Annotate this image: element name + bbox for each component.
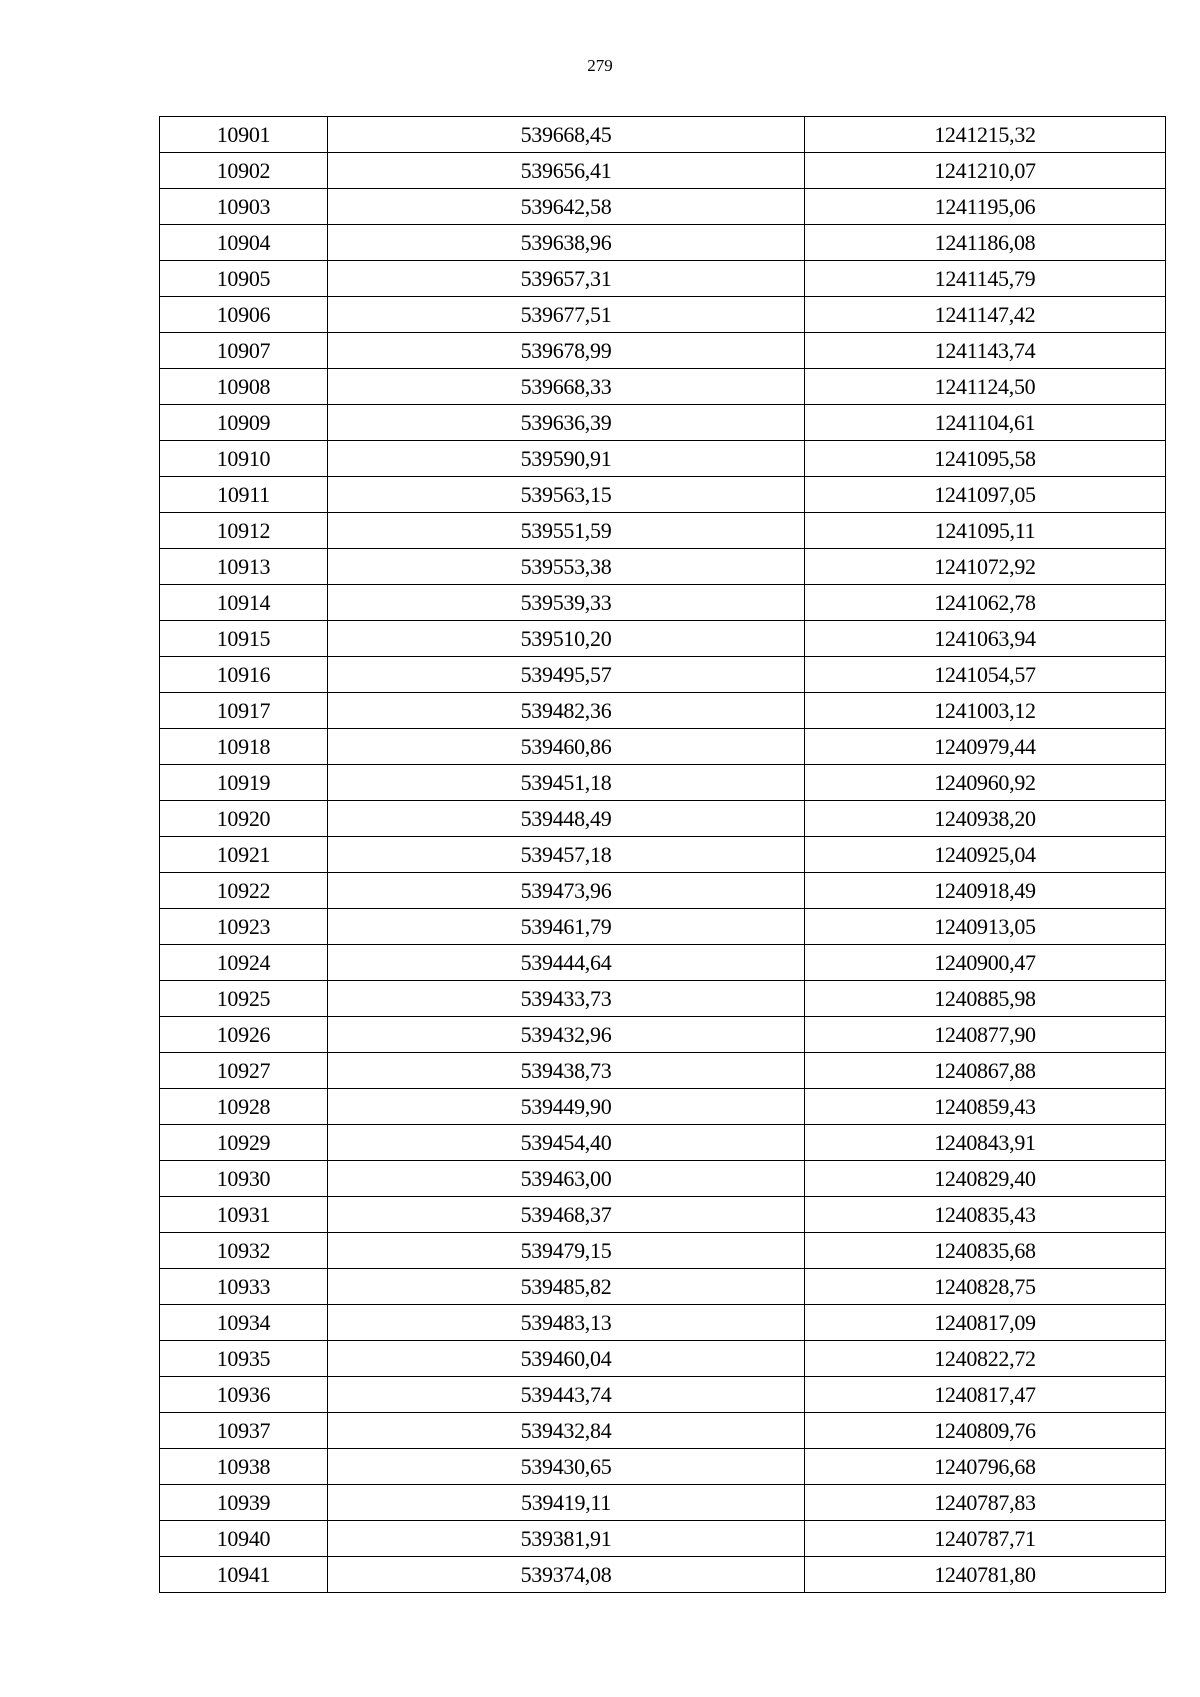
point-number-cell: 10938 xyxy=(160,1449,328,1485)
x-coordinate-cell: 539454,40 xyxy=(328,1125,805,1161)
y-coordinate-cell: 1240843,91 xyxy=(805,1125,1166,1161)
table-row xyxy=(160,621,1166,657)
y-coordinate-cell: 1241143,74 xyxy=(805,333,1166,369)
y-coordinate-cell: 1240960,92 xyxy=(805,765,1166,801)
point-number-cell: 10902 xyxy=(160,153,328,189)
x-coordinate-cell: 539457,18 xyxy=(328,837,805,873)
point-number-cell: 10914 xyxy=(160,585,328,621)
table-row xyxy=(160,1017,1166,1053)
y-coordinate-cell: 1241063,94 xyxy=(805,621,1166,657)
y-coordinate-cell: 1241215,32 xyxy=(805,117,1166,153)
table-row xyxy=(160,1557,1166,1593)
x-coordinate-cell: 539461,79 xyxy=(328,909,805,945)
table-row xyxy=(160,1305,1166,1341)
x-coordinate-cell: 539638,96 xyxy=(328,225,805,261)
point-number-cell: 10909 xyxy=(160,405,328,441)
x-coordinate-cell: 539438,73 xyxy=(328,1053,805,1089)
point-number-cell: 10941 xyxy=(160,1557,328,1593)
point-number-cell: 10915 xyxy=(160,621,328,657)
table-row xyxy=(160,801,1166,837)
y-coordinate-cell: 1241095,11 xyxy=(805,513,1166,549)
point-number-cell: 10926 xyxy=(160,1017,328,1053)
table-row xyxy=(160,189,1166,225)
y-coordinate-cell: 1240979,44 xyxy=(805,729,1166,765)
point-number-cell: 10912 xyxy=(160,513,328,549)
y-coordinate-cell: 1241195,06 xyxy=(805,189,1166,225)
y-coordinate-cell: 1240900,47 xyxy=(805,945,1166,981)
y-coordinate-cell: 1241145,79 xyxy=(805,261,1166,297)
x-coordinate-cell: 539678,99 xyxy=(328,333,805,369)
y-coordinate-cell: 1240885,98 xyxy=(805,981,1166,1017)
x-coordinate-cell: 539642,58 xyxy=(328,189,805,225)
x-coordinate-cell: 539432,96 xyxy=(328,1017,805,1053)
table-row xyxy=(160,549,1166,585)
x-coordinate-cell: 539636,39 xyxy=(328,405,805,441)
table-row xyxy=(160,945,1166,981)
point-number-cell: 10937 xyxy=(160,1413,328,1449)
y-coordinate-cell: 1240809,76 xyxy=(805,1413,1166,1449)
x-coordinate-cell: 539482,36 xyxy=(328,693,805,729)
table-row xyxy=(160,729,1166,765)
point-number-cell: 10917 xyxy=(160,693,328,729)
table-row xyxy=(160,1233,1166,1269)
page-number: 279 xyxy=(587,56,613,75)
point-number-cell: 10936 xyxy=(160,1377,328,1413)
table-row xyxy=(160,297,1166,333)
point-number-cell: 10939 xyxy=(160,1485,328,1521)
table-row xyxy=(160,1269,1166,1305)
x-coordinate-cell: 539460,04 xyxy=(328,1341,805,1377)
y-coordinate-cell: 1240817,09 xyxy=(805,1305,1166,1341)
x-coordinate-cell: 539433,73 xyxy=(328,981,805,1017)
y-coordinate-cell: 1241210,07 xyxy=(805,153,1166,189)
x-coordinate-cell: 539668,45 xyxy=(328,117,805,153)
table-row xyxy=(160,1413,1166,1449)
x-coordinate-cell: 539451,18 xyxy=(328,765,805,801)
y-coordinate-cell: 1240828,75 xyxy=(805,1269,1166,1305)
x-coordinate-cell: 539563,15 xyxy=(328,477,805,513)
table-row xyxy=(160,1341,1166,1377)
x-coordinate-cell: 539473,96 xyxy=(328,873,805,909)
x-coordinate-cell: 539449,90 xyxy=(328,1089,805,1125)
point-number-cell: 10929 xyxy=(160,1125,328,1161)
y-coordinate-cell: 1240787,71 xyxy=(805,1521,1166,1557)
x-coordinate-cell: 539468,37 xyxy=(328,1197,805,1233)
point-number-cell: 10910 xyxy=(160,441,328,477)
y-coordinate-cell: 1240867,88 xyxy=(805,1053,1166,1089)
table-row xyxy=(160,981,1166,1017)
table-row xyxy=(160,513,1166,549)
point-number-cell: 10903 xyxy=(160,189,328,225)
point-number-cell: 10918 xyxy=(160,729,328,765)
y-coordinate-cell: 1241003,12 xyxy=(805,693,1166,729)
y-coordinate-cell: 1240817,47 xyxy=(805,1377,1166,1413)
x-coordinate-cell: 539483,13 xyxy=(328,1305,805,1341)
table-row xyxy=(160,261,1166,297)
y-coordinate-cell: 1241104,61 xyxy=(805,405,1166,441)
table-row xyxy=(160,369,1166,405)
y-coordinate-cell: 1240829,40 xyxy=(805,1161,1166,1197)
table-row xyxy=(160,333,1166,369)
point-number-cell: 10921 xyxy=(160,837,328,873)
y-coordinate-cell: 1241072,92 xyxy=(805,549,1166,585)
table-row xyxy=(160,1089,1166,1125)
x-coordinate-cell: 539479,15 xyxy=(328,1233,805,1269)
point-number-cell: 10908 xyxy=(160,369,328,405)
point-number-cell: 10931 xyxy=(160,1197,328,1233)
y-coordinate-cell: 1240859,43 xyxy=(805,1089,1166,1125)
x-coordinate-cell: 539656,41 xyxy=(328,153,805,189)
y-coordinate-cell: 1241124,50 xyxy=(805,369,1166,405)
table-row xyxy=(160,1449,1166,1485)
x-coordinate-cell: 539510,20 xyxy=(328,621,805,657)
x-coordinate-cell: 539443,74 xyxy=(328,1377,805,1413)
table-row xyxy=(160,1485,1166,1521)
point-number-cell: 10928 xyxy=(160,1089,328,1125)
y-coordinate-cell: 1240781,80 xyxy=(805,1557,1166,1593)
point-number-cell: 10930 xyxy=(160,1161,328,1197)
table-row xyxy=(160,1197,1166,1233)
point-number-cell: 10901 xyxy=(160,117,328,153)
table-row xyxy=(160,1521,1166,1557)
x-coordinate-cell: 539590,91 xyxy=(328,441,805,477)
table-row xyxy=(160,225,1166,261)
table-row xyxy=(160,441,1166,477)
table-row xyxy=(160,477,1166,513)
y-coordinate-cell: 1240787,83 xyxy=(805,1485,1166,1521)
table-row xyxy=(160,1161,1166,1197)
table-row xyxy=(160,153,1166,189)
x-coordinate-cell: 539668,33 xyxy=(328,369,805,405)
x-coordinate-cell: 539553,38 xyxy=(328,549,805,585)
table-row xyxy=(160,405,1166,441)
point-number-cell: 10920 xyxy=(160,801,328,837)
y-coordinate-cell: 1241147,42 xyxy=(805,297,1166,333)
coordinates-table-body xyxy=(160,117,1166,1593)
y-coordinate-cell: 1241097,05 xyxy=(805,477,1166,513)
x-coordinate-cell: 539448,49 xyxy=(328,801,805,837)
x-coordinate-cell: 539460,86 xyxy=(328,729,805,765)
y-coordinate-cell: 1240913,05 xyxy=(805,909,1166,945)
table-row xyxy=(160,117,1166,153)
x-coordinate-cell: 539444,64 xyxy=(328,945,805,981)
y-coordinate-cell: 1240835,68 xyxy=(805,1233,1166,1269)
x-coordinate-cell: 539657,31 xyxy=(328,261,805,297)
point-number-cell: 10916 xyxy=(160,657,328,693)
y-coordinate-cell: 1240822,72 xyxy=(805,1341,1166,1377)
y-coordinate-cell: 1240835,43 xyxy=(805,1197,1166,1233)
point-number-cell: 10911 xyxy=(160,477,328,513)
y-coordinate-cell: 1240938,20 xyxy=(805,801,1166,837)
y-coordinate-cell: 1241062,78 xyxy=(805,585,1166,621)
point-number-cell: 10919 xyxy=(160,765,328,801)
table-row xyxy=(160,873,1166,909)
x-coordinate-cell: 539374,08 xyxy=(328,1557,805,1593)
y-coordinate-cell: 1241095,58 xyxy=(805,441,1166,477)
point-number-cell: 10925 xyxy=(160,981,328,1017)
table-row xyxy=(160,765,1166,801)
table-row xyxy=(160,909,1166,945)
point-number-cell: 10905 xyxy=(160,261,328,297)
point-number-cell: 10933 xyxy=(160,1269,328,1305)
point-number-cell: 10922 xyxy=(160,873,328,909)
table-row xyxy=(160,693,1166,729)
point-number-cell: 10927 xyxy=(160,1053,328,1089)
x-coordinate-cell: 539419,11 xyxy=(328,1485,805,1521)
point-number-cell: 10940 xyxy=(160,1521,328,1557)
y-coordinate-cell: 1241054,57 xyxy=(805,657,1166,693)
table-row xyxy=(160,1125,1166,1161)
point-number-cell: 10932 xyxy=(160,1233,328,1269)
y-coordinate-cell: 1240877,90 xyxy=(805,1017,1166,1053)
x-coordinate-cell: 539677,51 xyxy=(328,297,805,333)
x-coordinate-cell: 539495,57 xyxy=(328,657,805,693)
point-number-cell: 10913 xyxy=(160,549,328,585)
x-coordinate-cell: 539539,33 xyxy=(328,585,805,621)
point-number-cell: 10904 xyxy=(160,225,328,261)
table-row xyxy=(160,837,1166,873)
y-coordinate-cell: 1240796,68 xyxy=(805,1449,1166,1485)
point-number-cell: 10906 xyxy=(160,297,328,333)
point-number-cell: 10935 xyxy=(160,1341,328,1377)
table-row xyxy=(160,585,1166,621)
x-coordinate-cell: 539381,91 xyxy=(328,1521,805,1557)
table-row xyxy=(160,657,1166,693)
point-number-cell: 10923 xyxy=(160,909,328,945)
x-coordinate-cell: 539485,82 xyxy=(328,1269,805,1305)
x-coordinate-cell: 539432,84 xyxy=(328,1413,805,1449)
x-coordinate-cell: 539430,65 xyxy=(328,1449,805,1485)
y-coordinate-cell: 1241186,08 xyxy=(805,225,1166,261)
x-coordinate-cell: 539551,59 xyxy=(328,513,805,549)
point-number-cell: 10924 xyxy=(160,945,328,981)
coordinates-table xyxy=(159,116,1166,1593)
point-number-cell: 10907 xyxy=(160,333,328,369)
table-row xyxy=(160,1053,1166,1089)
y-coordinate-cell: 1240925,04 xyxy=(805,837,1166,873)
table-row xyxy=(160,1377,1166,1413)
y-coordinate-cell: 1240918,49 xyxy=(805,873,1166,909)
point-number-cell: 10934 xyxy=(160,1305,328,1341)
x-coordinate-cell: 539463,00 xyxy=(328,1161,805,1197)
